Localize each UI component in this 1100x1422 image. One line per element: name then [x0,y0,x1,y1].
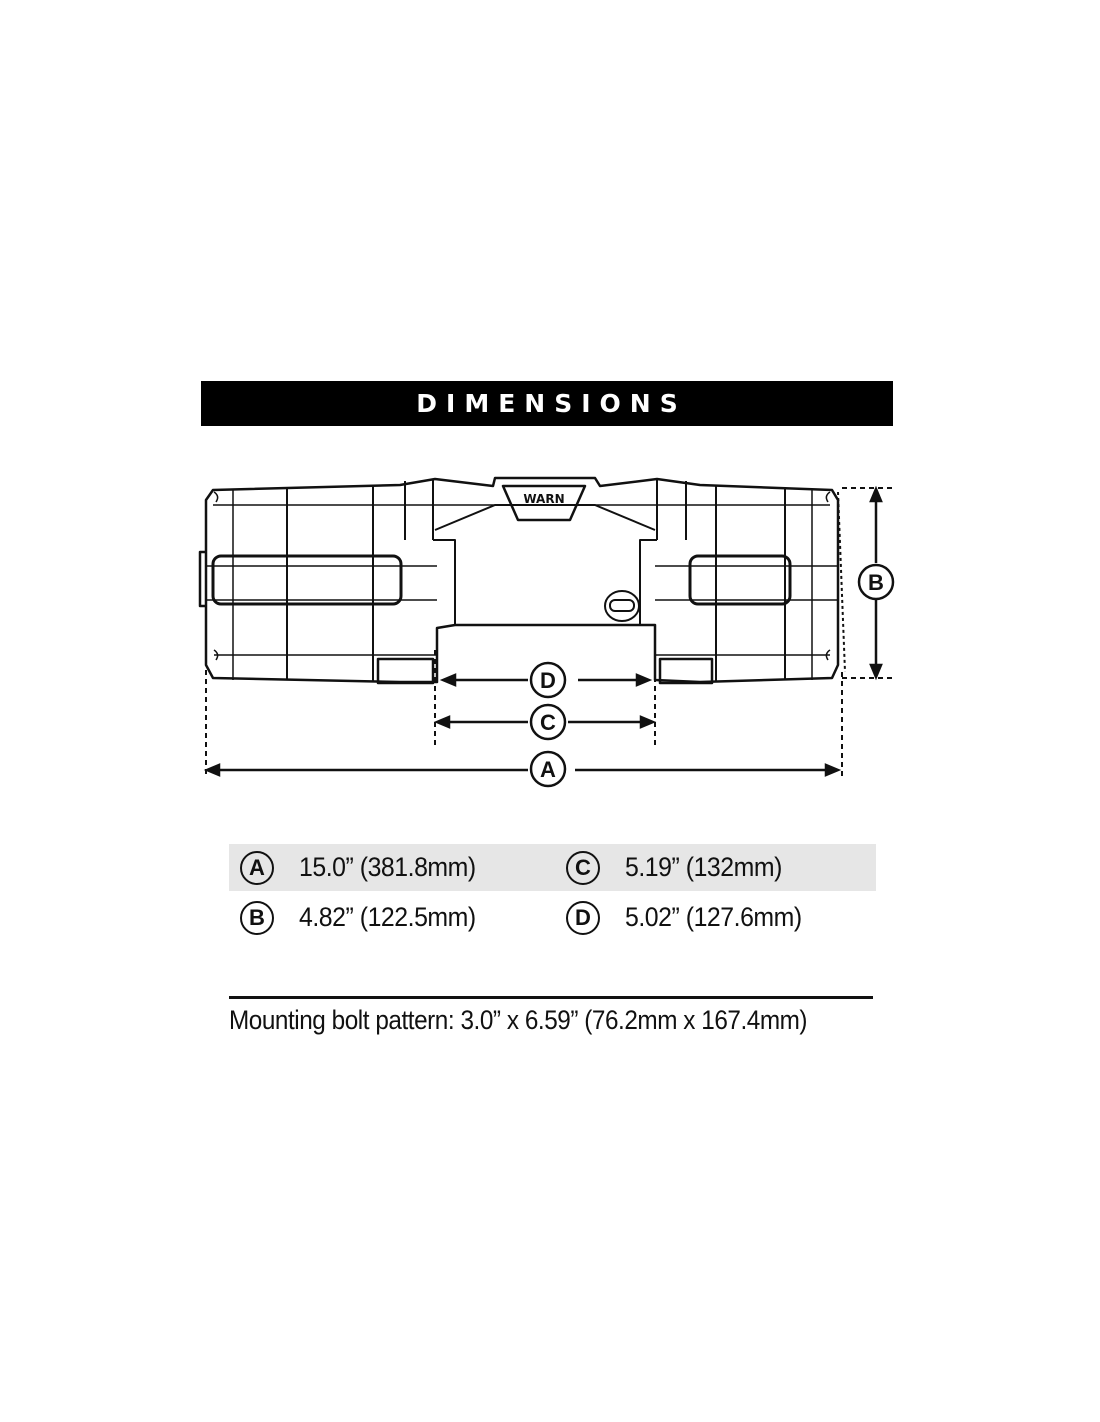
spec-row-2 [229,894,876,941]
spec-b-badge: B [240,901,274,935]
spec-c-badge: C [566,851,600,885]
winch-dimension-diagram [195,470,900,800]
header-title: DIMENSIONS [416,389,687,418]
callout-a-label: A [540,757,556,782]
spec-a [240,844,491,891]
callout-d [531,663,565,697]
spec-b-value: 4.82” (122.5mm) [299,902,476,932]
winch-drawing [200,478,838,683]
spec-a-badge: A [240,851,274,885]
callout-d-label: D [540,668,556,693]
warn-logo: WARN [523,492,565,506]
callout-c-label: C [540,710,556,735]
callout-b-label: B [868,570,884,595]
spec-c-value: 5.19” (132mm) [625,852,782,882]
spec-d-value: 5.02” (127.6mm) [625,902,802,932]
spec-a-value: 15.0” (381.8mm) [299,852,476,882]
spec-c [566,844,796,891]
callout-a [531,752,565,786]
divider-rule [229,996,873,999]
mounting-bolt-pattern: Mounting bolt pattern: 3.0” x 6.59” (76.2mm x 167.4mm) [229,1005,808,1035]
spec-row-1 [229,844,876,891]
callout-c [531,705,565,739]
dimensions-header [201,381,893,426]
callout-b [859,565,893,599]
spec-b [240,894,491,941]
spec-d [566,894,817,941]
spec-d-badge: D [566,901,600,935]
